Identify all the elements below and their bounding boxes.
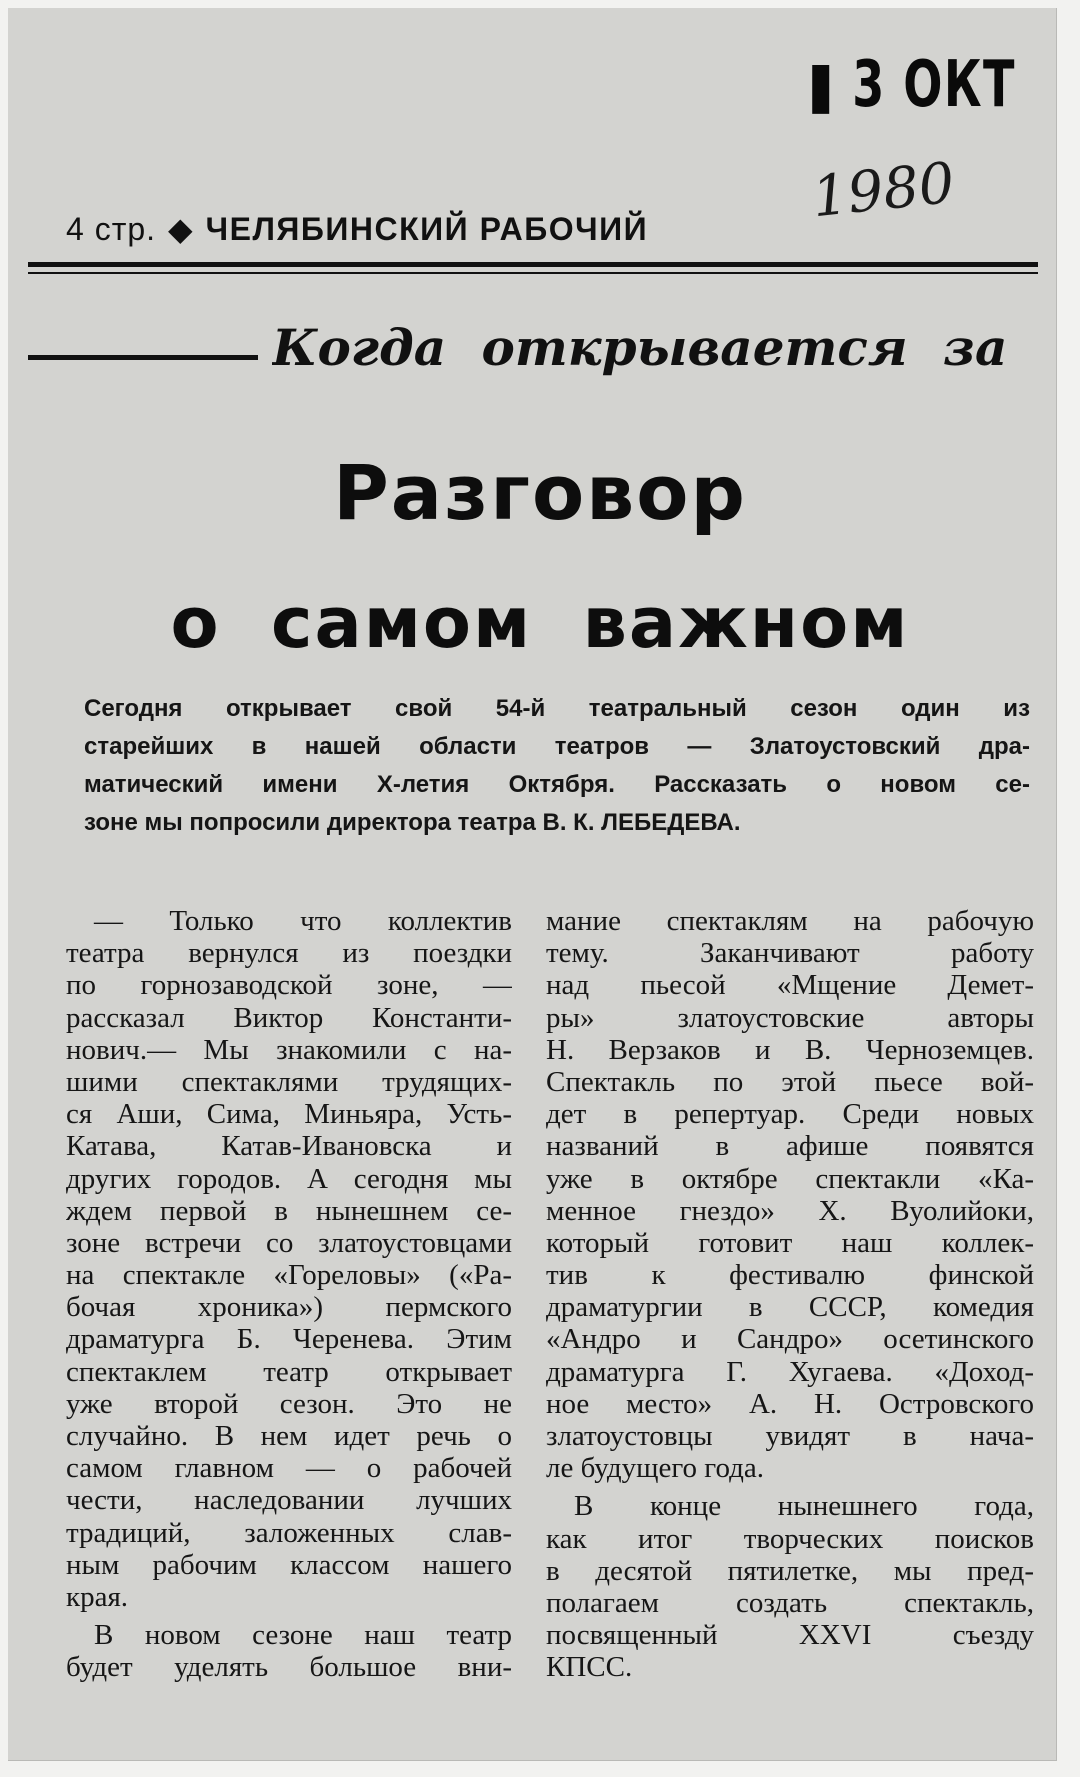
article-column-right bbox=[546, 905, 1034, 1684]
text-line: нович.— Мы знакомили с на- bbox=[66, 1033, 512, 1066]
text-line: зоне встречи со златоустовцами bbox=[66, 1226, 512, 1259]
lead-line: старейших в нашей области театров — Златоустовский дра- bbox=[84, 733, 1030, 760]
text-line: Катава, Катав-Ивановска и bbox=[66, 1130, 512, 1163]
stamp-text: 3 ОКТ bbox=[852, 48, 1016, 122]
text-line: рассказал Виктор Константи- bbox=[66, 1001, 512, 1034]
text-line: — Только что коллектив bbox=[94, 905, 512, 937]
lead-paragraph bbox=[84, 690, 1030, 842]
text-line: чести, наследовании лучших bbox=[66, 1484, 512, 1517]
text-line: на спектакле «Гореловы» («Ра- bbox=[66, 1259, 512, 1292]
text-line: менное гнездо» Х. Вуолийоки, bbox=[546, 1194, 1034, 1227]
lead-line: Сегодня открывает свой 54-й театральный сезон один из bbox=[84, 695, 1030, 722]
text-line: уже в октябре спектакли «Ка- bbox=[546, 1162, 1034, 1195]
text-line: как итог творческих поисков bbox=[546, 1522, 1034, 1555]
text-line: златоустовцы увидят в нача- bbox=[546, 1420, 1034, 1452]
text-line: драматурга Г. Хугаева. «Доход- bbox=[546, 1355, 1034, 1388]
text-line: бочая хроника») пермского bbox=[66, 1291, 512, 1324]
text-line: ле будущего года. bbox=[546, 1452, 765, 1485]
text-line: названий в афише появятся bbox=[546, 1130, 1034, 1163]
text-line: В конце нынешнего года, bbox=[574, 1490, 1034, 1523]
header-rule-thin bbox=[28, 272, 1038, 274]
text-line: полагаем создать спектакль, bbox=[546, 1586, 1034, 1619]
masthead bbox=[66, 210, 648, 248]
text-line: тему. Заканчивают работу bbox=[546, 937, 1034, 970]
text-line: ное место» А. Н. Островского bbox=[546, 1387, 1034, 1420]
text-line: ры» златоустовские авторы bbox=[546, 1001, 1034, 1034]
text-line: шими спектаклями трудящих- bbox=[66, 1065, 512, 1098]
text-line: В новом сезоне наш театр bbox=[94, 1619, 512, 1652]
text-line: мание спектаклям на рабочую bbox=[546, 905, 1034, 937]
text-line: ждем первой в нынешнем се- bbox=[66, 1194, 512, 1227]
text-line: по горнозаводской зоне, — bbox=[66, 969, 512, 1002]
text-line: КПСС. bbox=[546, 1651, 633, 1684]
text-line: который готовит наш коллек- bbox=[546, 1226, 1034, 1259]
text-line: ся Аши, Сима, Миньяра, Усть- bbox=[66, 1098, 512, 1131]
text-line: в десятой пятилетке, мы пред- bbox=[546, 1554, 1034, 1587]
newspaper-name: ЧЕЛЯБИНСКИЙ РАБОЧИЙ bbox=[205, 211, 649, 247]
header-rule-thick bbox=[28, 262, 1038, 267]
text-line: случайно. В нем идет речь о bbox=[66, 1420, 512, 1452]
lead-line: зоне мы попросили директора театра В. К. ЛЕБЕДЕВА. bbox=[84, 809, 741, 836]
text-line: будет уделять большое вни- bbox=[66, 1651, 512, 1684]
text-line: театра вернулся из поездки bbox=[66, 937, 512, 970]
diamond-icon: ◆ bbox=[168, 211, 194, 247]
text-line: спектаклем театр открывает bbox=[66, 1355, 512, 1388]
text-line: драматурга Б. Черенева. Этим bbox=[66, 1323, 512, 1356]
rubric-title: Когда открывается за bbox=[272, 318, 1008, 377]
text-line: над пьесой «Мщение Демет- bbox=[546, 969, 1034, 1002]
handwritten-year: 1980 bbox=[808, 150, 958, 231]
headline-line-1: Разговор bbox=[333, 448, 747, 537]
date-stamp bbox=[808, 48, 1016, 122]
text-line: дет в репертуар. Среди новых bbox=[546, 1098, 1034, 1131]
text-line: Н. Верзаков и В. Черноземцев. bbox=[546, 1033, 1034, 1066]
text-line: других городов. А сегодня мы bbox=[66, 1162, 512, 1195]
text-line: «Андро и Сандро» осетинского bbox=[546, 1323, 1034, 1356]
page-number: 4 стр. bbox=[66, 211, 157, 247]
stamp-mark: ▮ bbox=[808, 48, 853, 122]
text-line: Спектакль по этой пьесе вой- bbox=[546, 1065, 1034, 1098]
article-column-left bbox=[66, 905, 512, 1684]
text-line: драматургии в СССР, комедия bbox=[546, 1291, 1034, 1324]
rubric-rule bbox=[28, 355, 258, 360]
lead-line: матический имени X-летия Октября. Рассказать о новом се- bbox=[84, 771, 1030, 798]
headline-line-2: о самом важном bbox=[170, 582, 910, 664]
text-line: уже второй сезон. Это не bbox=[66, 1387, 512, 1420]
text-line: тив к фестивалю финской bbox=[546, 1259, 1034, 1292]
text-line: традиций, заложенных слав- bbox=[66, 1516, 512, 1549]
text-line: самом главном — о рабочей bbox=[66, 1452, 512, 1485]
text-line: края. bbox=[66, 1580, 129, 1613]
text-line: ным рабочим классом нашего bbox=[66, 1548, 512, 1581]
text-line: посвященный XXVI съезду bbox=[546, 1619, 1034, 1652]
